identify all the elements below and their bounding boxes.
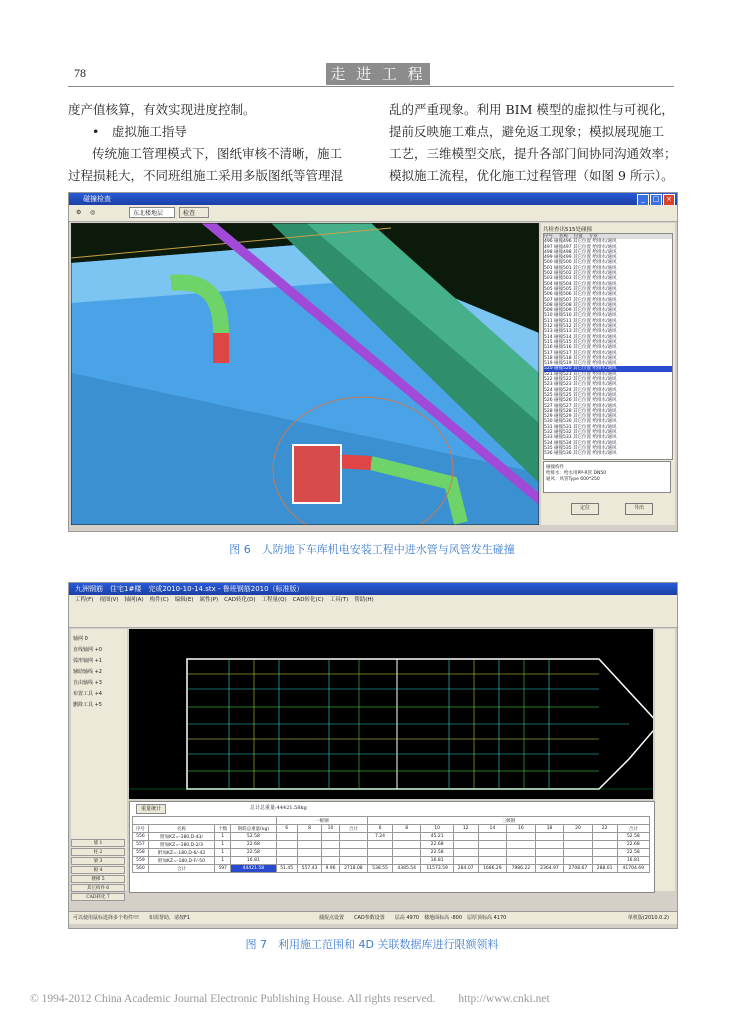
table-cell — [592, 857, 617, 865]
collision-list-item[interactable]: 518 碰撞518 其它位置 给排水/通风 — [544, 355, 617, 361]
body-line: 度产值核算，有效实现进度控制。 — [68, 102, 256, 117]
group-header-grade3: 三级钢 — [368, 817, 650, 825]
menu-item[interactable]: 构件(C) — [149, 597, 169, 603]
collision-list-header: 序号 名称 位置 专业 — [544, 234, 672, 239]
table-cell: 2718.08 — [339, 865, 368, 873]
body-line: 传统施工管理模式下，图纸审核不清晰，施工 — [92, 146, 343, 161]
collision-list-item[interactable]: 504 碰撞504 其它位置 给排水/通风 — [544, 281, 617, 287]
table-cell — [535, 857, 564, 865]
table-column-header: 20 — [564, 825, 593, 833]
collision-list-item[interactable]: 506 碰撞506 其它位置 给排水/通风 — [544, 292, 617, 298]
table-cell — [392, 841, 421, 849]
fig6-window-title: 碰撞检查 — [83, 195, 111, 203]
table-cell — [507, 857, 536, 865]
table-cell: 7986.22 — [507, 865, 536, 873]
table-cell — [592, 833, 617, 841]
collision-list-item[interactable]: 498 碰撞498 其它位置 给排水/通风 — [544, 249, 617, 255]
table-cell: 16.81 — [617, 857, 649, 865]
collision-list-item[interactable]: 531 碰撞531 其它位置 给排水/通风 — [544, 424, 617, 430]
table-column-header: 10 — [421, 825, 453, 833]
table-cell: 11573.59 — [421, 865, 453, 873]
table-cell — [564, 833, 593, 841]
copyright-footer: © 1994-2012 China Academic Journal Electronic Publishing House. All rights reserved. http://www.cnki.net — [30, 993, 550, 1005]
collision-info-box — [543, 461, 671, 493]
table-row[interactable] — [133, 849, 650, 857]
table-cell — [368, 857, 393, 865]
collision-list-item[interactable]: 507 碰撞507 其它位置 给排水/通风 — [544, 297, 617, 303]
weight-stats-tab[interactable]: 重量统计 — [136, 804, 166, 814]
collision-list-item[interactable]: 497 碰撞497 其它位置 给排水/通风 — [544, 244, 617, 250]
menu-item[interactable]: 帮助(H) — [354, 597, 374, 603]
sidebar-tool-item[interactable]: 弧形轴网 +1 — [73, 658, 102, 664]
category-row[interactable]: 其它构件 6 — [71, 884, 125, 892]
fig6-3d-viewport[interactable] — [71, 223, 539, 525]
table-cell: 22.68 — [421, 841, 453, 849]
fig7-menu-bar — [69, 595, 677, 605]
table-cell — [592, 841, 617, 849]
info-line: 通风：风管Type 600*250 — [546, 477, 600, 482]
table-cell — [322, 833, 339, 841]
menu-item[interactable]: CAD转化(C) — [292, 597, 324, 603]
collision-list-item[interactable]: 520 碰撞520 其它位置 给排水/通风 — [544, 366, 672, 371]
table-row[interactable] — [133, 841, 650, 849]
table-cell: 51.45 — [276, 865, 297, 873]
table-cell: 45.21 — [421, 833, 453, 841]
table-cell: 22.68 — [231, 841, 277, 849]
body-line: 工艺，三维模型交底，提升各部门间协同沟通效率； — [389, 146, 677, 161]
table-cell: 附加KZ=-180,D-6/-43 — [148, 849, 214, 857]
collision-list-item[interactable]: 508 碰撞508 其它位置 给排水/通风 — [544, 302, 617, 308]
sidebar-tool-item[interactable]: 辅助轴线 +2 — [73, 669, 102, 675]
menu-item[interactable]: 工程量(Q) — [261, 597, 287, 603]
table-cell — [339, 849, 368, 857]
category-row[interactable]: 柱 2 — [71, 848, 125, 856]
table-cell: 4385.54 — [392, 865, 421, 873]
collision-list-item[interactable]: 505 碰撞505 其它位置 给排水/通风 — [544, 286, 617, 292]
fig7-right-toolbar — [655, 629, 675, 891]
collision-list-item[interactable]: 516 碰撞516 其它位置 给排水/通风 — [544, 345, 617, 351]
group-header-grade1: 一级钢 — [276, 817, 368, 825]
table-cell: 557.43 — [297, 865, 322, 873]
collision-list-item[interactable]: 528 碰撞528 其它位置 给排水/通风 — [544, 408, 617, 414]
fig6-title-bar — [69, 193, 677, 205]
sidebar-tool-item[interactable]: 删除工具 +5 — [73, 702, 102, 708]
table-column-header: 合计 — [339, 825, 368, 833]
table-group-header-row — [133, 817, 650, 825]
collision-list-item[interactable]: 503 碰撞503 其它位置 给排水/通风 — [544, 276, 617, 282]
table-cell: 41704.69 — [617, 865, 649, 873]
menu-item[interactable]: 轴网(A) — [124, 597, 144, 603]
sidebar-tool-item[interactable]: 自由轴线 +3 — [73, 680, 102, 686]
fig6-collision-panel — [541, 223, 675, 525]
table-cell — [478, 849, 507, 857]
menu-item[interactable]: 工具(T) — [329, 597, 349, 603]
table-cell — [322, 849, 339, 857]
category-row[interactable]: 墙 1 — [71, 839, 125, 847]
collision-list-item[interactable]: 525 碰撞525 其它位置 给排水/通风 — [544, 392, 617, 398]
table-cell: 1686.29 — [478, 865, 507, 873]
collision-list-item[interactable]: 509 碰撞509 其它位置 给排水/通风 — [544, 308, 617, 314]
status-right: 单机版(2010.0.2) — [627, 915, 669, 921]
table-cell — [453, 841, 478, 849]
collision-list-item[interactable]: 534 碰撞534 其它位置 给排水/通风 — [544, 440, 617, 446]
table-cell: 288.01 — [592, 865, 617, 873]
figure-7-caption: 图 7 利用施工范围和 4D 关联数据库进行限额领料 — [245, 938, 499, 951]
table-cell: 1 — [215, 857, 231, 865]
collision-list-item[interactable]: 526 碰撞526 其它位置 给排水/通风 — [544, 398, 617, 404]
table-row[interactable] — [133, 865, 650, 873]
table-column-header: 6 — [368, 825, 393, 833]
table-cell: 556 — [133, 833, 149, 841]
locate-button[interactable]: 定位 — [571, 503, 599, 515]
table-cell — [535, 833, 564, 841]
table-cell: 附加KZ=-180,D-43/ — [148, 833, 214, 841]
table-cell — [507, 833, 536, 841]
table-column-header: 10 — [322, 825, 339, 833]
table-cell: 284.07 — [453, 865, 478, 873]
collision-list-item[interactable]: 529 碰撞529 其它位置 给排水/通风 — [544, 414, 617, 420]
table-cell — [453, 833, 478, 841]
collision-list-item[interactable]: 530 碰撞530 其它位置 给排水/通风 — [544, 419, 617, 425]
table-cell: 538.55 — [368, 865, 393, 873]
table-cell — [276, 841, 297, 849]
view-icon[interactable]: ◎ — [90, 209, 96, 216]
collision-list-item[interactable]: 524 碰撞524 其它位置 给排水/通风 — [544, 387, 617, 393]
menu-item[interactable]: CAD转化(D) — [224, 597, 256, 603]
table-cell: 52.58 — [617, 833, 649, 841]
table-column-header: 6 — [276, 825, 297, 833]
table-cell — [297, 857, 322, 865]
collision-list[interactable] — [543, 233, 673, 460]
collision-list-item[interactable]: 521 碰撞521 其它位置 给排水/通风 — [544, 371, 617, 377]
menu-item[interactable]: 编辑(E) — [174, 597, 194, 603]
table-cell — [564, 849, 593, 857]
table-cell — [592, 849, 617, 857]
check-button[interactable]: 检查 — [179, 207, 209, 218]
table-cell: 附加KZ=-180,D-2/3 — [148, 841, 214, 849]
table-cell — [453, 857, 478, 865]
journal-name-band: 走 进 工 程 — [326, 63, 430, 85]
table-cell: 22.58 — [617, 849, 649, 857]
status-mid: 捕捉点设置 CAD参数设置 层高 4970 楼地面标高 -800 层厚顶标高 4170 — [319, 915, 507, 921]
sidebar-tool-item[interactable]: 轴网 0 — [73, 636, 88, 642]
table-cell — [564, 841, 593, 849]
table-cell: 22.68 — [617, 841, 649, 849]
body-column-right — [389, 99, 689, 187]
table-cell: 22.58 — [231, 849, 277, 857]
fig7-toolbar — [69, 605, 677, 628]
menu-item[interactable]: 属性(P) — [199, 597, 219, 603]
table-cell: 1 — [215, 833, 231, 841]
collision-list-item[interactable]: 522 碰撞522 其它位置 给排水/通风 — [544, 377, 617, 383]
collision-list-item[interactable]: 519 碰撞519 其它位置 给排水/通风 — [544, 361, 617, 367]
sidebar-tool-item[interactable]: 布置工具 +4 — [73, 691, 102, 697]
table-column-header: 22 — [592, 825, 617, 833]
table-cell — [368, 849, 393, 857]
table-cell — [478, 833, 507, 841]
table-cell: 16.81 — [231, 857, 277, 865]
table-cell: 1 — [215, 849, 231, 857]
table-cell: 560 — [133, 865, 149, 873]
figure-6-screenshot — [68, 192, 678, 532]
table-cell — [322, 857, 339, 865]
table-cell: 1 — [215, 841, 231, 849]
collision-list-item[interactable]: 510 碰撞510 其它位置 给排水/通风 — [544, 313, 617, 319]
table-cell: 597 — [215, 865, 231, 873]
table-cell — [392, 857, 421, 865]
info-line: 给排水：给水用PP-R管 DN50 — [546, 471, 607, 476]
fig7-status-bar — [69, 911, 677, 924]
collision-list-item[interactable]: 517 碰撞517 其它位置 给排水/通风 — [544, 350, 617, 356]
tools-icon[interactable]: ⚙ — [76, 209, 82, 216]
table-cell — [368, 841, 393, 849]
table-row[interactable] — [133, 857, 650, 865]
maximize-icon[interactable]: □ — [650, 194, 662, 206]
table-column-header: 18 — [535, 825, 564, 833]
body-line: 模拟施工流程，优化施工过程管理（如图 9 所示）。 — [389, 168, 674, 183]
table-column-header: 8 — [392, 825, 421, 833]
floor-dropdown[interactable]: 东北楼地层 — [129, 207, 175, 218]
table-cell: 22.58 — [421, 849, 453, 857]
table-cell — [339, 841, 368, 849]
body-line: 提前反映施工难点，避免返工现象；模拟展现施工 — [389, 124, 665, 139]
export-button[interactable]: 导出 — [625, 503, 653, 515]
table-cell — [297, 841, 322, 849]
collision-list-item[interactable]: 502 碰撞502 其它位置 给排水/通风 — [544, 271, 617, 277]
table-cell — [535, 849, 564, 857]
info-title: 碰撞构件 — [546, 465, 564, 470]
category-row[interactable]: 板 4 — [71, 866, 125, 874]
table-cell — [392, 849, 421, 857]
total-weight-label: 总计总重量:44421.58kg — [250, 805, 307, 811]
close-icon[interactable]: × — [663, 194, 675, 206]
table-cell: 合计 — [148, 865, 214, 873]
table-column-header: 合计 — [617, 825, 649, 833]
figure-7-screenshot — [68, 582, 678, 929]
page-number: 78 — [74, 66, 86, 80]
table-cell: 52.58 — [231, 833, 277, 841]
table-column-header: 个数 — [215, 825, 231, 833]
table-cell: 2364.97 — [535, 865, 564, 873]
table-column-header: 12 — [453, 825, 478, 833]
body-line: 过程损耗大，不同班组施工采用多版图纸等管理混 — [68, 168, 344, 183]
table-cell — [297, 833, 322, 841]
collision-list-item[interactable]: 511 碰撞511 其它位置 给排水/通风 — [544, 318, 617, 324]
collision-list-item[interactable]: 513 碰撞513 其它位置 给排水/通风 — [544, 329, 617, 335]
table-cell: 559 — [133, 857, 149, 865]
table-cell — [453, 849, 478, 857]
table-column-header: 8 — [297, 825, 322, 833]
table-cell — [339, 833, 368, 841]
table-cell: 16.81 — [421, 857, 453, 865]
menu-item[interactable]: 视图(V) — [99, 597, 119, 603]
collision-list-item[interactable]: 533 碰撞533 其它位置 给排水/通风 — [544, 435, 617, 441]
table-row[interactable] — [133, 833, 650, 841]
category-row[interactable]: 梁 3 — [71, 857, 125, 865]
collision-list-item[interactable]: 527 碰撞527 其它位置 给排水/通风 — [544, 403, 617, 409]
fig7-title-bar: 九洲钢筋 住宅1#楼 完成2010-10-14.stx - 鲁班钢筋2010（标准版） — [69, 583, 677, 595]
table-column-header: 钢筋总重量(kg) — [231, 825, 277, 833]
minimize-icon[interactable]: _ — [637, 194, 649, 206]
fig7-quantity-table-area — [129, 801, 655, 893]
table-cell: 9.96 — [322, 865, 339, 873]
table-cell — [478, 857, 507, 865]
table-column-header: 名称 — [148, 825, 214, 833]
table-cell: 558 — [133, 849, 149, 857]
table-cell: 7.24 — [368, 833, 393, 841]
body-bullet: • 虚拟施工指导 — [92, 124, 187, 139]
table-column-header: 14 — [478, 825, 507, 833]
collision-list-item[interactable]: 514 碰撞514 其它位置 给排水/通风 — [544, 334, 617, 340]
table-cell — [507, 849, 536, 857]
collision-list-item[interactable]: 532 碰撞532 其它位置 给排水/通风 — [544, 429, 617, 435]
table-cell — [276, 857, 297, 865]
body-column-left — [68, 99, 364, 187]
menu-item[interactable]: 工程(F) — [75, 597, 94, 603]
collision-list-item[interactable]: 499 碰撞499 其它位置 给排水/通风 — [544, 255, 617, 261]
body-line: 乱的严重现象。利用 BIM 模型的虚拟性与可视化， — [389, 102, 674, 117]
table-header-spacer — [133, 817, 277, 825]
collision-list-item[interactable]: 496 碰撞496 其它位置 给排水/通风 — [544, 239, 617, 245]
table-cell: 2708.67 — [564, 865, 593, 873]
status-left: 可以使用鼠标选择多个构件!!! 如需帮助，请按F1 — [73, 915, 191, 921]
collision-list-item[interactable]: 501 碰撞501 其它位置 给排水/通风 — [544, 265, 617, 271]
table-cell — [339, 857, 368, 865]
category-row[interactable]: 楼梯 5 — [71, 875, 125, 883]
collision-count-title: 共检查出515处碰撞 — [543, 227, 592, 233]
table-column-header: 序号 — [133, 825, 149, 833]
table-cell — [276, 833, 297, 841]
fig6-toolbar — [69, 205, 677, 222]
figure-6-caption: 图 6 人防地下车库机电安装工程中进水管与风管发生碰撞 — [229, 543, 515, 556]
table-cell — [392, 833, 421, 841]
table-cell — [507, 841, 536, 849]
table-cell — [478, 841, 507, 849]
table-cell: 44421.58 — [231, 865, 277, 873]
collision-list-item[interactable]: 536 碰撞536 其它位置 给排水/通风 — [544, 451, 617, 457]
category-row[interactable]: CAD转化 7 — [71, 893, 125, 901]
sidebar-tool-item[interactable]: 直线轴网 +0 — [73, 647, 102, 653]
rebar-quantity-table — [132, 816, 650, 873]
table-cell — [535, 841, 564, 849]
table-column-header: 16 — [507, 825, 536, 833]
table-header-row — [133, 825, 650, 833]
table-cell — [297, 849, 322, 857]
table-cell — [322, 841, 339, 849]
collision-list-item[interactable]: 535 碰撞535 其它位置 给排水/通风 — [544, 445, 617, 451]
collision-list-item[interactable]: 500 碰撞500 其它位置 给排水/通风 — [544, 260, 617, 266]
fig7-floor-plan[interactable] — [129, 629, 653, 799]
collision-list-item[interactable]: 512 碰撞512 其它位置 给排水/通风 — [544, 324, 617, 330]
table-cell — [276, 849, 297, 857]
table-cell — [564, 857, 593, 865]
collision-list-item[interactable]: 523 碰撞523 其它位置 给排水/通风 — [544, 382, 617, 388]
header-rule — [68, 86, 674, 87]
table-cell: 557 — [133, 841, 149, 849]
collision-list-item[interactable]: 515 碰撞515 其它位置 给排水/通风 — [544, 339, 617, 345]
table-cell: 附加KZ=-180,D-F/-50 — [148, 857, 214, 865]
